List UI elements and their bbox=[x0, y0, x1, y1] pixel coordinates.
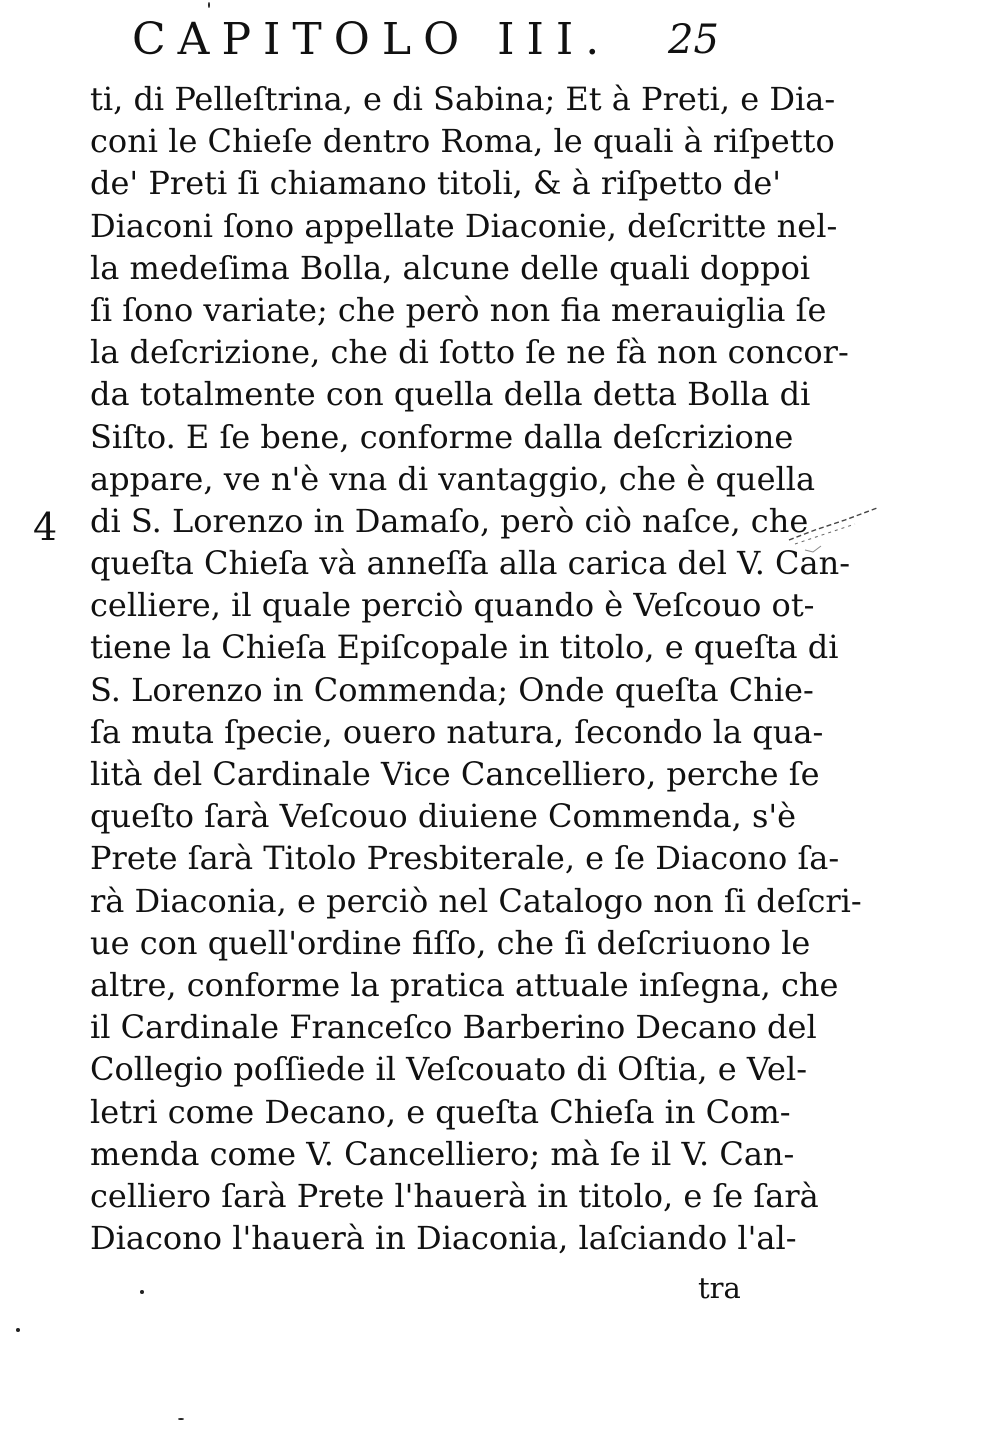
text-line: ti, di Pelleſtrina, e di Sabina; Et à Preti, e Dia- bbox=[90, 80, 836, 118]
text-line: la deſcrizione, che di ſotto ſe ne fà non concor- bbox=[90, 333, 849, 372]
text-line: Collegio poſſiede il Veſcouato di Oſtia, e Vel- bbox=[90, 1050, 808, 1089]
text-line: da totalmente con quella della detta Bolla di bbox=[90, 375, 811, 414]
ink-speck bbox=[208, 2, 210, 8]
text-line: la medeſima Bolla, alcune delle quali doppoi bbox=[90, 248, 811, 287]
body-text bbox=[90, 78, 862, 1259]
text-line: ſi ſono variate; che però non fia merauiglia ſe bbox=[90, 290, 827, 329]
text-line: celliere, il quale perciò quando è Veſcouo ot- bbox=[90, 586, 815, 625]
chapter-title: CAPITOLO III. bbox=[132, 14, 612, 65]
text-line: Diaconi ſono appellate Diaconie, deſcritte nel- bbox=[90, 206, 838, 245]
page-number: 25 bbox=[668, 17, 719, 63]
running-head bbox=[88, 10, 768, 70]
text-line: Prete ſarà Titolo Presbiterale, e ſe Diacono ſa- bbox=[90, 839, 840, 878]
text-line: menda come V. Cancelliero; mà ſe il V. Can- bbox=[90, 1134, 795, 1173]
text-line: letri come Decano, e queſta Chieſa in Com- bbox=[90, 1092, 791, 1131]
text-line: lità del Cardinale Vice Cancelliero, perche ſe bbox=[90, 755, 820, 793]
ink-speck bbox=[178, 1418, 184, 1420]
text-line: appare, ve n'è vna di vantaggio, che è quella bbox=[90, 459, 816, 498]
text-line: S. Lorenzo in Commenda; Onde queſta Chie- bbox=[90, 670, 814, 709]
margin-note-number: 4 bbox=[33, 505, 58, 549]
text-line: altre, conforme la pratica attuale inſegna, che bbox=[90, 965, 839, 1004]
text-line: celliero ſarà Prete l'hauerà in titolo, e ſe ſarà bbox=[90, 1176, 819, 1215]
text-line: queſta Chieſa và anneſſa alla carica del V. Can- bbox=[90, 544, 851, 583]
catchword: tra bbox=[698, 1271, 741, 1305]
text-line: di S. Lorenzo in Damaſo, però ciò naſce, che bbox=[90, 501, 809, 540]
text-line: coni le Chieſe dentro Roma, le quali à riſpetto bbox=[90, 122, 835, 161]
text-line: rà Diaconia, e perciò nel Catalogo non ſi deſcri- bbox=[90, 881, 862, 920]
text-line: de' Preti ſi chiamano titoli, & à riſpetto de' bbox=[90, 164, 782, 203]
text-line: queſto ſarà Veſcouo diuiene Commenda, s'è bbox=[90, 797, 797, 836]
ink-speck bbox=[16, 1328, 20, 1332]
text-line: ſa muta ſpecie, ouero natura, ſecondo la qua- bbox=[90, 712, 824, 751]
text-line: ue con quell'ordine fiſſo, che ſi deſcriuono le bbox=[90, 923, 811, 962]
text-line: Diacono l'hauerà in Diaconia, laſciando l'al- bbox=[90, 1219, 797, 1258]
text-line: il Cardinale Franceſco Barberino Decano del bbox=[90, 1008, 817, 1047]
text-line: tiene la Chieſa Epiſcopale in titolo, e queſta di bbox=[90, 628, 839, 667]
ink-speck bbox=[140, 1290, 144, 1294]
text-line: Siſto. E ſe bene, conforme dalla deſcrizione bbox=[90, 417, 794, 456]
